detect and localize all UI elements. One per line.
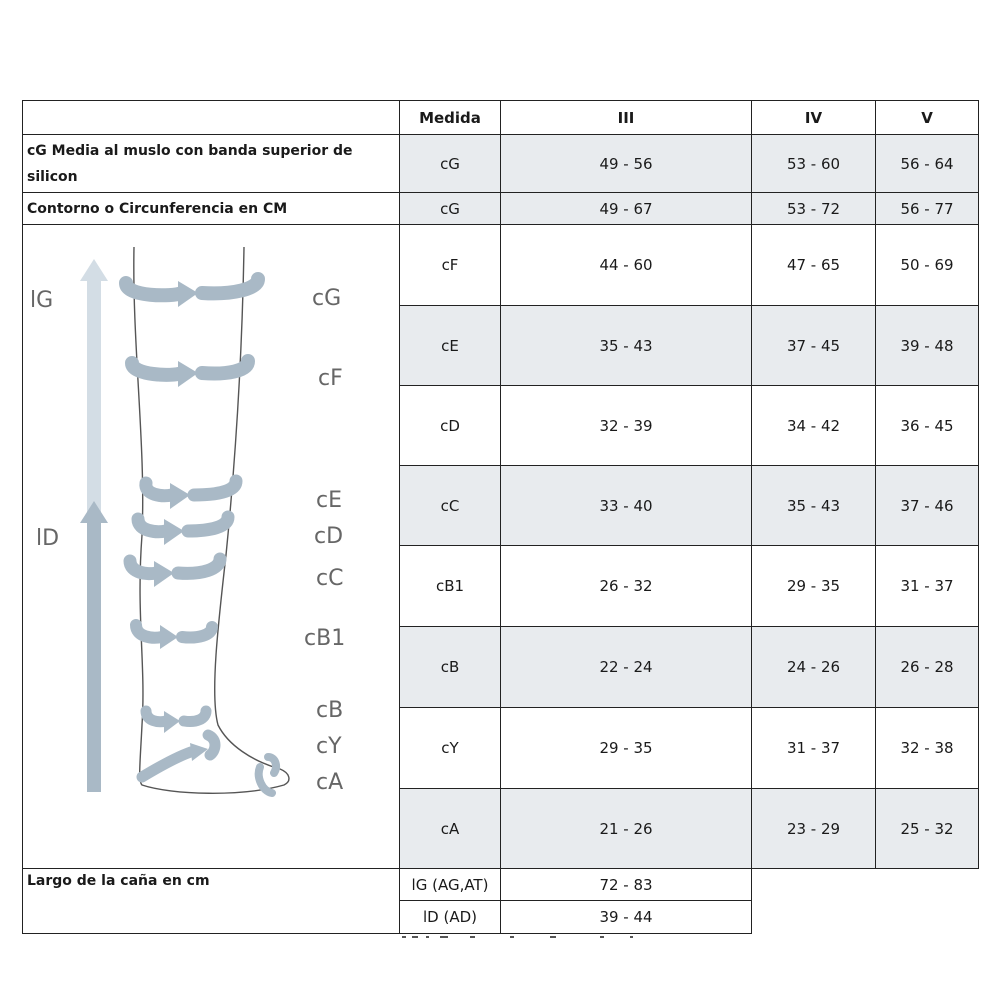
row-value-V: 25 - 32 <box>875 788 979 869</box>
row-value-IV: 37 - 45 <box>751 305 876 386</box>
row-value-III: 33 - 40 <box>500 465 752 546</box>
header-medida: Medida <box>399 100 501 135</box>
label-cB: cB <box>316 698 344 723</box>
length-value-lD: 39 - 44 <box>500 900 752 934</box>
row-value-V: 32 - 38 <box>875 707 979 789</box>
row-measure: cE <box>399 305 501 386</box>
length-measure-lG: lG (AG,AT) <box>399 868 501 901</box>
row-measure: cD <box>399 385 501 466</box>
label-cY: cY <box>316 734 342 759</box>
label-cC: cC <box>316 566 344 591</box>
cB1-band <box>136 625 212 649</box>
label-lG: lG <box>30 288 54 313</box>
row-value-IV: 53 - 60 <box>751 134 876 193</box>
row-value-III: 21 - 26 <box>500 788 752 869</box>
cF-band <box>132 361 248 387</box>
cG-band <box>126 279 258 307</box>
label-cB1: cB1 <box>304 626 346 651</box>
row-value-IV: 35 - 43 <box>751 465 876 546</box>
row-value-V: 31 - 37 <box>875 545 979 627</box>
row-measure: cY <box>399 707 501 789</box>
row-measure: cB <box>399 626 501 708</box>
label-cA: cA <box>316 770 344 795</box>
row-value-V: 50 - 69 <box>875 224 979 306</box>
row-value-IV: 29 - 35 <box>751 545 876 627</box>
cC-band <box>130 559 220 587</box>
row-measure: cB1 <box>399 545 501 627</box>
leg-diagram <box>22 225 400 869</box>
cE-band <box>146 481 236 509</box>
row-value-III: 26 - 32 <box>500 545 752 627</box>
row-label-silicon: cG Media al muslo con banda superior de silicon <box>22 134 400 193</box>
row-value-V: 56 - 77 <box>875 192 979 225</box>
row-value-III: 29 - 35 <box>500 707 752 789</box>
row-value-III: 49 - 56 <box>500 134 752 193</box>
length-label: Largo de la caña en cm <box>22 868 400 934</box>
row-value-IV: 31 - 37 <box>751 707 876 789</box>
cB-band <box>146 711 206 733</box>
label-cE: cE <box>316 488 342 513</box>
row-value-IV: 47 - 65 <box>751 224 876 306</box>
row-value-III: 22 - 24 <box>500 626 752 708</box>
row-value-IV: 24 - 26 <box>751 626 876 708</box>
label-cF: cF <box>318 366 343 391</box>
lD-length-arrow <box>80 501 108 792</box>
row-value-V: 56 - 64 <box>875 134 979 193</box>
row-value-III: 35 - 43 <box>500 305 752 386</box>
row-measure: cA <box>399 788 501 869</box>
length-value-lG: 72 - 83 <box>500 868 752 901</box>
row-value-III: 49 - 67 <box>500 192 752 225</box>
row-value-V: 39 - 48 <box>875 305 979 386</box>
row-value-IV: 53 - 72 <box>751 192 876 225</box>
row-value-III: 32 - 39 <box>500 385 752 466</box>
row-value-IV: 34 - 42 <box>751 385 876 466</box>
row-measure: cG <box>399 192 501 225</box>
row-value-V: 36 - 45 <box>875 385 979 466</box>
label-cD: cD <box>314 524 344 549</box>
header-size-V: V <box>875 100 979 135</box>
label-cG: cG <box>312 286 342 311</box>
header-empty-cell <box>22 100 400 135</box>
row-measure: cG <box>399 134 501 193</box>
row-measure: cF <box>399 224 501 306</box>
header-size-IV: IV <box>751 100 876 135</box>
label-lD: lD <box>36 526 60 551</box>
row-value-III: 44 - 60 <box>500 224 752 306</box>
cD-band <box>138 517 228 545</box>
cY-band <box>142 735 215 777</box>
header-size-III: III <box>500 100 752 135</box>
row-value-V: 26 - 28 <box>875 626 979 708</box>
row-label-contorno: Contorno o Circunferencia en CM <box>22 192 400 225</box>
row-measure: cC <box>399 465 501 546</box>
row-value-V: 37 - 46 <box>875 465 979 546</box>
cropped-row-fragment <box>400 932 750 940</box>
length-measure-lD: lD (AD) <box>399 900 501 934</box>
row-value-IV: 23 - 29 <box>751 788 876 869</box>
